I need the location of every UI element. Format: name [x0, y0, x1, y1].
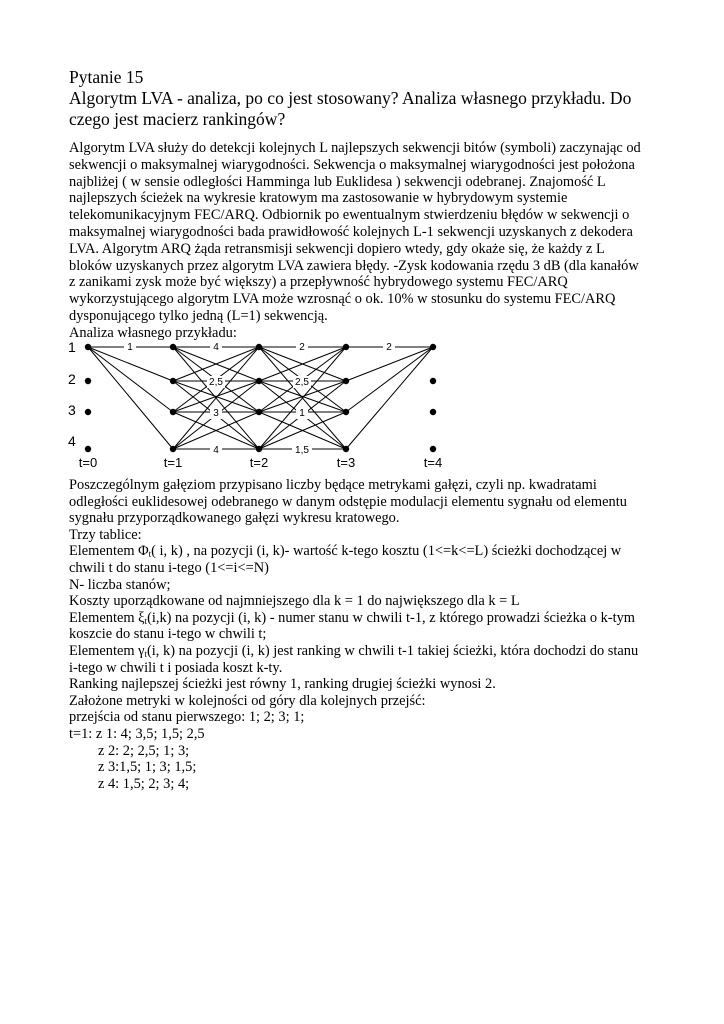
time-label: t=0 — [78, 455, 98, 470]
text-line: przejścia od stanu pierwszego: 1; 2; 3; 1; — [69, 709, 305, 726]
time-labels — [79, 455, 442, 470]
question-heading — [69, 67, 689, 130]
trellis-node — [430, 344, 436, 350]
example-heading: Analiza własnego przykładu: — [69, 324, 237, 341]
trellis-node — [430, 378, 436, 384]
trellis-node — [85, 409, 91, 415]
trellis-node — [343, 378, 349, 384]
explanation-section — [69, 477, 709, 792]
state-label-4: 4 — [68, 433, 76, 449]
trellis-node — [343, 409, 349, 415]
time-label: t=3 — [336, 455, 356, 470]
trellis-node — [430, 446, 436, 452]
text-line: koszcie do stanu i-tego w chwili t; — [69, 626, 267, 643]
trellis-diagram — [62, 334, 462, 474]
trellis-node — [256, 344, 262, 350]
gamma-definition: Elementem $\gamma_t(i$, k) na pozycji (i, k) jest ranking w chwili t-1 takiej ścieżki, która dochodzi do stanu — [69, 642, 639, 659]
time-label: t=2 — [249, 455, 269, 470]
trellis-node — [343, 344, 349, 350]
metric-label: 2,5 — [209, 377, 223, 388]
text-line: N- liczba stanów; — [69, 576, 171, 593]
intro-line: z zanikami zysk może być większy) a przepływność hybrydowego systemu FEC/ARQ — [69, 274, 568, 291]
intro-line: najlepszych ścieżek na wykresie kratowym ma zastosowanie w hybrydowym systemie — [69, 190, 568, 207]
trellis-edges — [88, 347, 433, 449]
question-number: Pytanie 15 — [69, 67, 144, 87]
trellis-branch — [88, 347, 173, 449]
trellis-node — [256, 446, 262, 452]
intro-line: telekomunikacyjnym FEC/ARQ. Odbiornik po ewentualnym stwierdzeniu błędów w sekwencji o — [69, 207, 630, 224]
trellis-node — [256, 409, 262, 415]
metric-label: 4 — [213, 342, 219, 353]
intro-line: LVA. Algorytm ARQ żąda retransmisji sekwencji dopiero wtedy, gdy okaże się, że każdy z L — [69, 240, 605, 257]
trellis-node — [430, 409, 436, 415]
intro-line: wykorzystującego algorytm LVA może wzrosnąć o ok. 10% w stosunku do systemu FEC/ARQ — [69, 291, 616, 308]
metric-label: 3 — [213, 408, 219, 419]
time-label: t=4 — [423, 455, 443, 470]
metric-label: 1,5 — [295, 445, 309, 456]
trellis-node — [85, 344, 91, 350]
text-line: sygnału przyporządkowanego gałęzi wykresu kratowego. — [69, 510, 400, 527]
text-line: odległości euklidesowej odebranego w danym odstępie modulacji elementu sygnału od elementu — [69, 493, 627, 510]
state-label-3: 3 — [68, 402, 76, 418]
intro-line: maksymalnej wiarygodności bada prawidłowość kolejnych L-1 sekwencji uzyskanych z dekodera — [69, 223, 633, 240]
trellis-node — [170, 344, 176, 350]
trellis-node — [343, 446, 349, 452]
text-line: Poszczególnym gałęziom przypisano liczby będące metrykami gałęzi, czyli np. kwadratami — [69, 477, 597, 493]
trellis-node — [170, 409, 176, 415]
text-line: Założone metryki w kolejności od góry dla kolejnych przejść: — [69, 692, 426, 709]
intro-line: dysponującego tylko jedną (L=1) sekwencją. — [69, 307, 328, 324]
intro-paragraph — [69, 140, 689, 342]
time-label: t=1 — [163, 455, 183, 470]
trellis-node — [170, 446, 176, 452]
text-line: z 4: 1,5; 2; 3; 4; — [98, 775, 190, 792]
trellis-branch — [346, 347, 433, 412]
xi-definition: Elementem $\xi_t(i,k)$ na pozycji (i, k) - numer stanu w chwili t-1, z którego prowadzi ścieżka o k-tym — [69, 609, 635, 626]
state-label-2: 2 — [68, 371, 76, 387]
trellis-nodes — [85, 344, 436, 452]
question-title-line-2: czego jest macierz rankingów? — [69, 109, 286, 129]
metric-label: 2,5 — [295, 377, 309, 388]
intro-line: sekwencji o maksymalnej wiarygodności. Sekwencja o maksymalnej wiarygodności jest położona — [69, 156, 635, 173]
trellis-node — [256, 378, 262, 384]
metric-label: 2 — [386, 342, 392, 353]
trellis-node — [170, 378, 176, 384]
trellis-node — [85, 446, 91, 452]
text-line: Koszty uporządkowane od najmniejszego dla k = 1 do największego dla k = L — [69, 593, 520, 610]
trellis-node — [85, 378, 91, 384]
intro-line: bloków uzyskanych przez algorytm LVA zawiera błędy. -Zysk kodowania rzędu 3 dB (dla kanałów — [69, 257, 639, 274]
question-title-line-1: Algorytm LVA - analiza, po co jest stosowany? Analiza własnego przykładu. Do — [69, 88, 632, 108]
phi-definition: Elementem $\Phi_t$( i, k) , na pozycji (i, k)- wartość k-tego kosztu (1<=k<=L) ścieżki dochodzącej w — [69, 543, 622, 560]
text-line: z 3:1,5; 1; 3; 1,5; — [98, 759, 197, 776]
metric-label: 2 — [299, 342, 305, 353]
trellis-branch — [88, 347, 173, 412]
text-line: Ranking najlepszej ścieżki jest równy 1, ranking drugiej ścieżki wynosi 2. — [69, 676, 496, 693]
text-line: z 2: 2; 2,5; 1; 3; — [98, 742, 190, 759]
trellis-branch — [346, 347, 433, 449]
text-line: Trzy tablice: — [69, 526, 142, 543]
text-line: i-tego w chwili t i posiada koszt k-ty. — [69, 659, 283, 676]
state-labels — [68, 339, 76, 449]
metric-label: 4 — [213, 445, 219, 456]
metric-label: 1 — [299, 408, 305, 419]
text-line: t=1: z 1: 4; 3,5; 1,5; 2,5 — [69, 725, 205, 742]
intro-line: najbliżej ( w sensie odległości Hamminga lub Euklidesa ) sekwencji odebranej. Znajomość L — [69, 173, 606, 190]
metric-label: 1 — [127, 342, 133, 353]
text-line: chwili t do stanu i-tego (1<=i<=N) — [69, 559, 269, 576]
state-label-1: 1 — [68, 339, 76, 355]
intro-line: Algorytm LVA służy do detekcji kolejnych L najlepszych sekwencji bitów (symboli) zaczynając od — [69, 140, 641, 156]
